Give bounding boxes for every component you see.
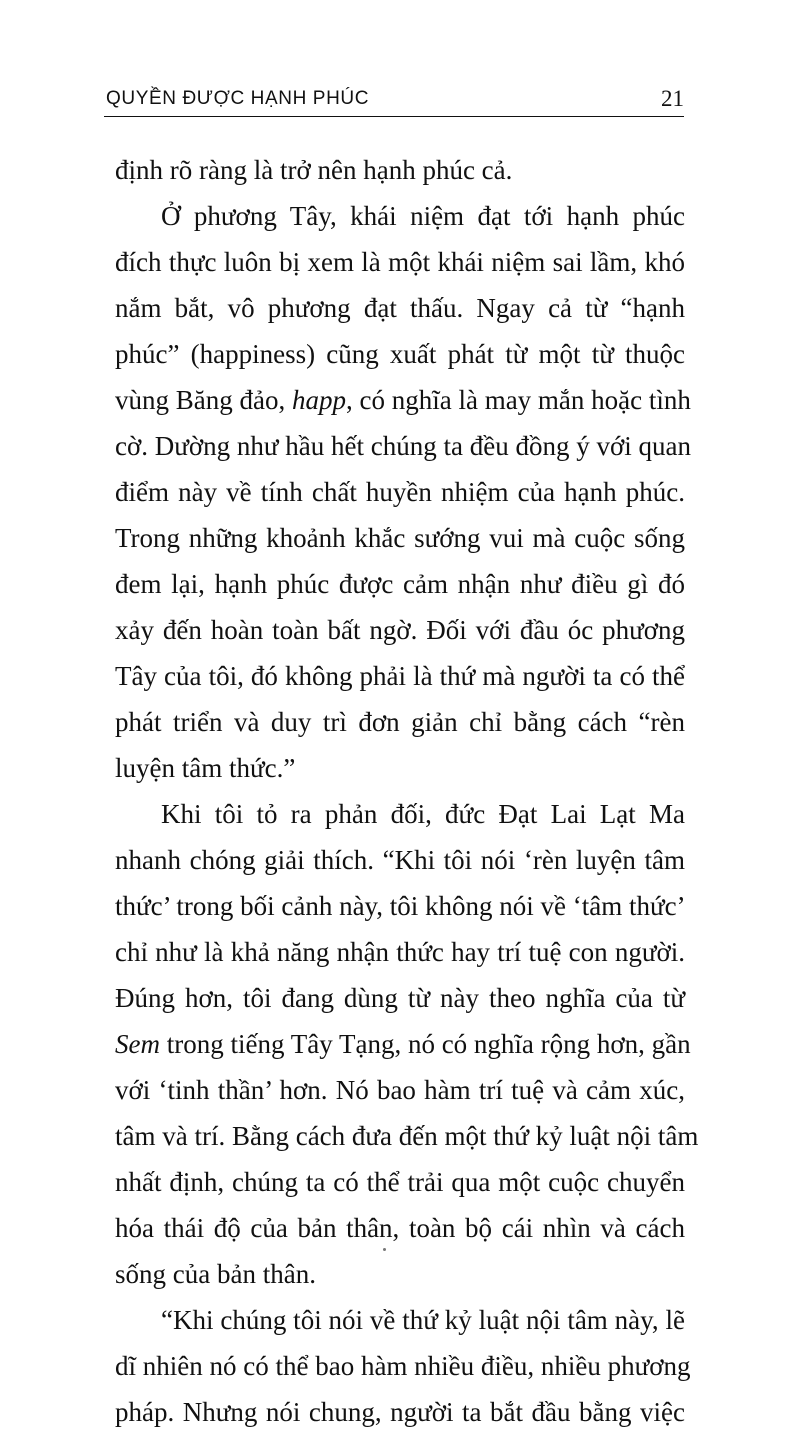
text-line: Trong những khoảnh khắc sướng vui mà cuộc sống [115, 523, 685, 553]
text-line: “Khi chúng tôi nói về thứ kỷ luật nội tâm này, lẽ [161, 1305, 685, 1335]
text-line: sống của bản thân. [115, 1259, 316, 1289]
text-line: nhanh chóng giải thích. “Khi tôi nói ‘rèn luyện tâm [115, 845, 685, 875]
text-line [115, 1021, 691, 1067]
text-line: xảy đến hoàn toàn bất ngờ. Đối với đầu óc phương [115, 615, 685, 645]
text-line: định rõ ràng là trở nên hạnh phúc cả. [115, 155, 513, 185]
print-speck [383, 1248, 386, 1251]
text-line: pháp. Nhưng nói chung, người ta bắt đầu bằng việc [115, 1397, 685, 1427]
text-line: điểm này về tính chất huyền nhiệm của hạnh phúc. [115, 477, 685, 507]
text-segment: trong tiếng Tây Tạng, nó có nghĩa rộng hơn, gần [159, 1029, 691, 1059]
running-header [104, 86, 684, 117]
text-line: với ‘tinh thần’ hơn. Nó bao hàm trí tuệ và cảm xúc, [115, 1075, 685, 1105]
italic-word: Sem [115, 1029, 160, 1059]
text-line: Khi tôi tỏ ra phản đối, đức Đạt Lai Lạt Ma [161, 799, 685, 829]
running-title: QUYỀN ĐƯỢC HẠNH PHÚC [106, 88, 370, 109]
text-line: Ở phương Tây, khái niệm đạt tới hạnh phúc [161, 201, 685, 231]
text-line: cờ. Dường như hầu hết chúng ta đều đồng ý với quan [115, 431, 691, 461]
text-line: luyện tâm thức.” [115, 753, 296, 783]
text-line: nhất định, chúng ta có thể trải qua một cuộc chuyển [115, 1167, 685, 1197]
text-line: chỉ như là khả năng nhận thức hay trí tuệ con người. [115, 937, 685, 967]
text-line: nắm bắt, vô phương đạt thấu. Ngay cả từ “hạnh [115, 293, 685, 323]
text-segment: , có nghĩa là may mắn hoặc tình [345, 385, 691, 415]
page-number: 21 [661, 86, 684, 111]
text-line: đem lại, hạnh phúc được cảm nhận như điều gì đó [115, 569, 685, 599]
italic-word: happ [291, 385, 346, 415]
body-text [115, 147, 699, 1435]
text-line: Đúng hơn, tôi đang dùng từ này theo nghĩa của từ [115, 983, 685, 1013]
text-line: phúc” (happiness) cũng xuất phát từ một từ thuộc [115, 339, 685, 369]
text-line: đích thực luôn bị xem là một khái niệm sai lầm, khó [115, 247, 685, 277]
text-line: phát triển và duy trì đơn giản chỉ bằng cách “rèn [115, 707, 685, 737]
text-line: Tây của tôi, đó không phải là thứ mà người ta có thể [115, 661, 685, 691]
text-line: tâm và trí. Bằng cách đưa đến một thứ kỷ luật nội tâm [115, 1121, 699, 1151]
text-line: thức’ trong bối cảnh này, tôi không nói về ‘tâm thức’ [115, 891, 686, 921]
text-segment: vùng Băng đảo, [115, 385, 292, 415]
text-line [115, 377, 691, 423]
text-line: hóa thái độ của bản thân, toàn bộ cái nhìn và cách [115, 1213, 685, 1243]
text-line: dĩ nhiên nó có thể bao hàm nhiều điều, nhiều phương [115, 1351, 691, 1381]
